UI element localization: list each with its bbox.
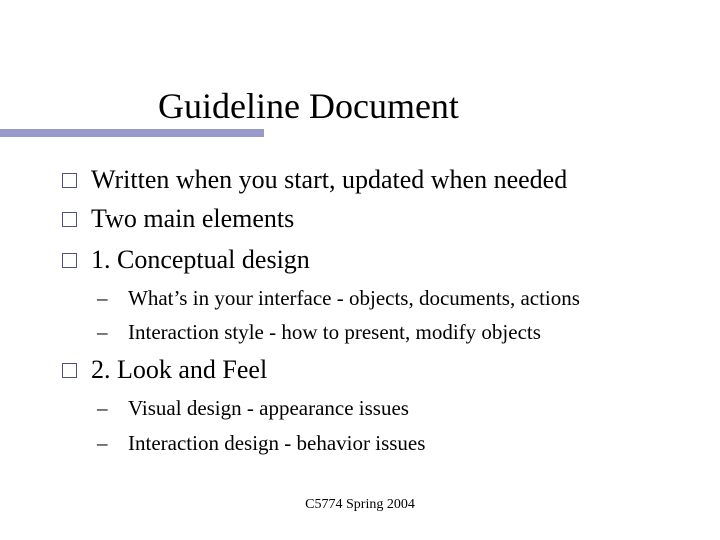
sub-bullet-text: Visual design - appearance issues xyxy=(128,396,409,420)
title-accent-bar xyxy=(0,129,264,137)
square-bullet-icon xyxy=(62,363,77,378)
square-bullet-icon xyxy=(62,212,77,227)
bullet-text: Two main elements xyxy=(91,204,295,233)
sub-bullet-text: Interaction design - behavior issues xyxy=(128,431,426,455)
sub-bullet-text: Interaction style - how to present, modify objects xyxy=(128,320,541,344)
bullet-text: 2. Look and Feel xyxy=(91,355,268,384)
dash-bullet-icon: – xyxy=(97,396,108,420)
sub-bullet-text: What’s in your interface - objects, documents, actions xyxy=(128,286,580,310)
slide-footer: C5774 Spring 2004 xyxy=(305,497,415,512)
dash-bullet-icon: – xyxy=(97,431,108,455)
square-bullet-icon xyxy=(62,173,77,188)
square-bullet-icon xyxy=(62,253,77,268)
bullet-text: Written when you start, updated when needed xyxy=(91,165,568,194)
dash-bullet-icon: – xyxy=(97,286,108,310)
bullet-text: 1. Conceptual design xyxy=(91,245,310,274)
slide-title: Guideline Document xyxy=(158,86,459,126)
dash-bullet-icon: – xyxy=(97,320,108,344)
